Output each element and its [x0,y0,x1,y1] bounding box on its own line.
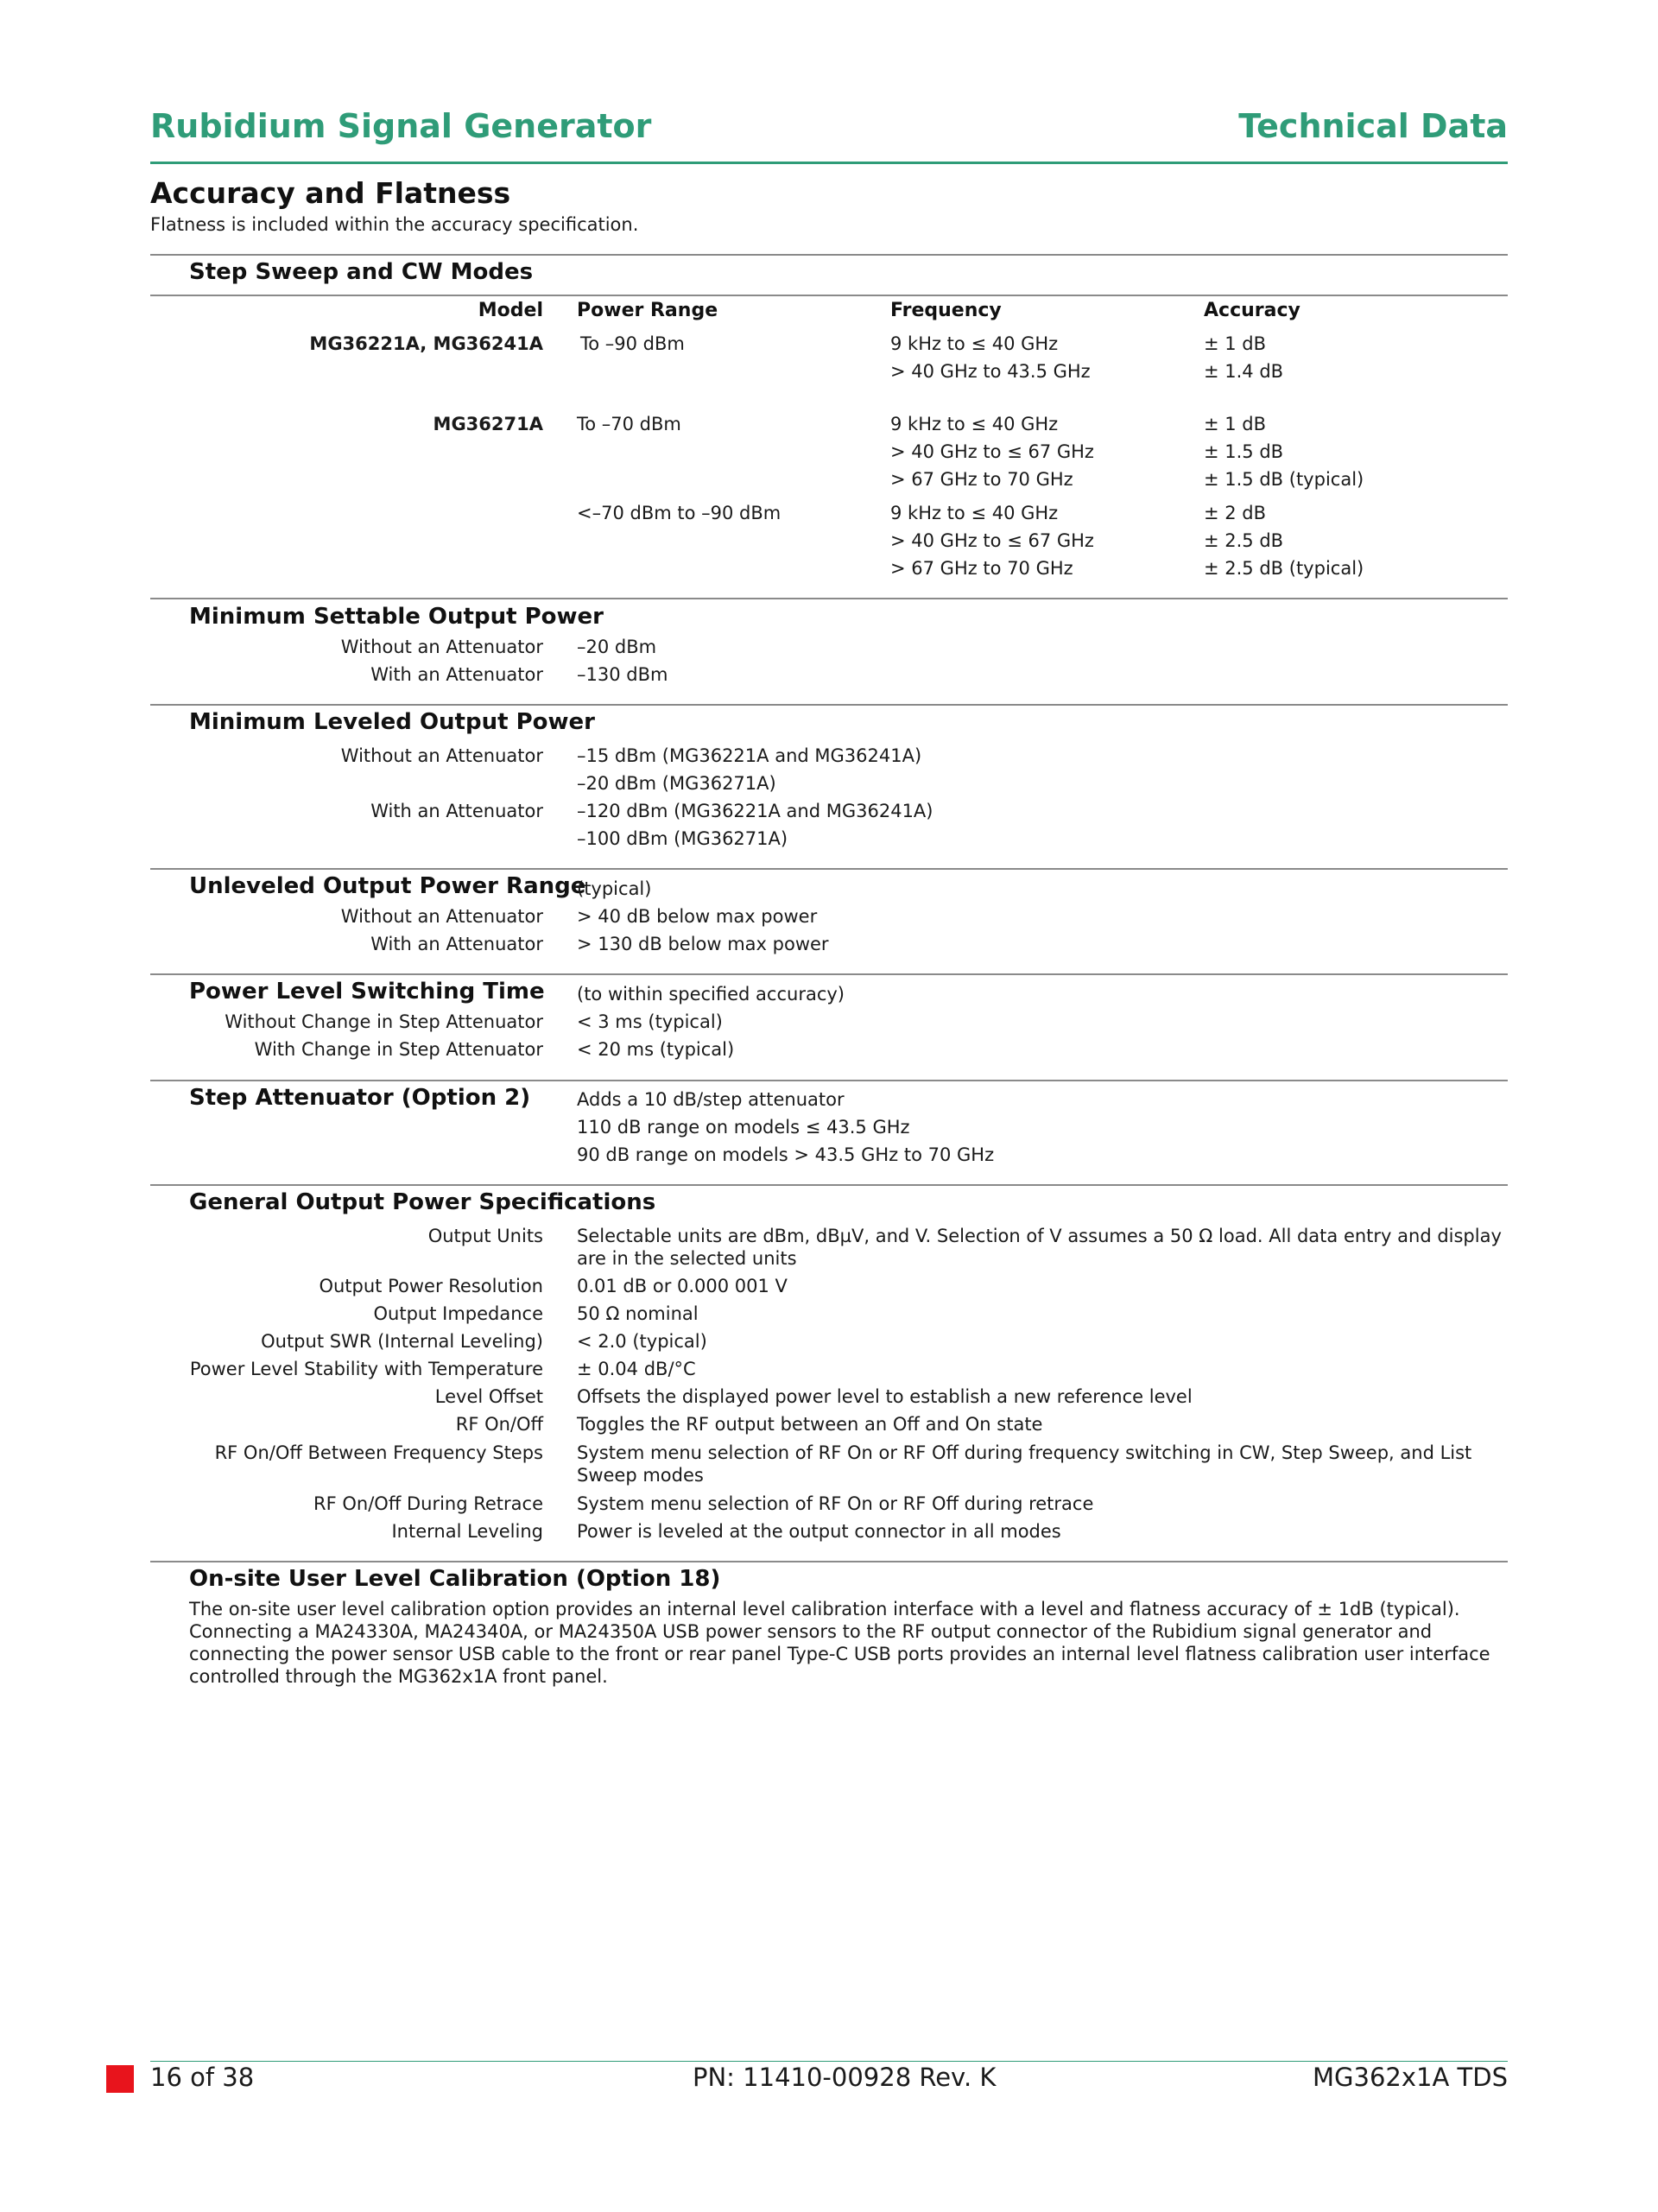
calibration-heading: On-site User Level Calibration (Option 18) [189,1566,721,1592]
step-attenuator-value-2: 110 dB range on models ≤ 43.5 GHz [577,1117,910,1138]
divider [150,1184,1508,1186]
divider [150,704,1508,706]
rf-onoff-label: RF On/Off [455,1414,543,1435]
power-stability-label: Power Level Stability with Temperature [189,1359,543,1379]
footer-red-marker [106,2065,134,2093]
output-swr-value: < 2.0 (typical) [577,1331,707,1352]
min-settable-with-label: With an Attenuator [370,664,543,685]
switching-heading: Power Level Switching Time [189,979,545,1005]
model2-freq1-2: > 40 GHz to ≤ 67 GHz [890,441,1094,462]
model2-freq1-1: 9 kHz to ≤ 40 GHz [890,414,1059,434]
min-leveled-with-label: With an Attenuator [370,801,543,821]
col-header-frequency: Frequency [890,300,1002,321]
divider [150,1561,1508,1562]
output-units-label: Output Units [427,1226,543,1246]
internal-leveling-value: Power is leveled at the output connector in all modes [577,1521,1061,1542]
model-mg36271a: MG36271A [433,414,543,434]
page-header [150,104,1508,164]
rf-onoff-value: Toggles the RF output between an Off and On state [577,1414,1043,1435]
model2-power-range-2: <–70 dBm to –90 dBm [577,503,782,523]
unleveled-heading: Unleveled Output Power Range [189,873,586,899]
model2-acc2-3: ± 2.5 dB (typical) [1204,558,1364,579]
general-specs-heading: General Output Power Specifications [189,1189,656,1215]
level-offset-value: Offsets the displayed power level to establish a new reference level [577,1386,1193,1407]
min-leveled-with-value-1: –120 dBm (MG36221A and MG36241A) [577,801,933,821]
model2-power-range-1: To –70 dBm [577,414,681,434]
min-settable-without-value: –20 dBm [577,637,657,657]
divider [150,254,1508,256]
internal-leveling-label: Internal Leveling [391,1521,543,1542]
col-header-power-range: Power Range [577,300,718,321]
col-header-model: Model [478,300,543,321]
divider [150,868,1508,870]
step-attenuator-value-3: 90 dB range on models > 43.5 GHz to 70 GHz [577,1144,995,1165]
min-settable-heading: Minimum Settable Output Power [189,604,604,630]
model2-acc1-3: ± 1.5 dB (typical) [1204,469,1364,490]
divider [150,973,1508,975]
divider [150,1080,1508,1081]
divider [150,295,1508,296]
page [150,0,1508,2212]
header-doc-type: Technical Data [1238,107,1508,145]
output-impedance-label: Output Impedance [373,1303,543,1324]
step-attenuator-heading: Step Attenuator (Option 2) [189,1085,531,1111]
model-mg36221a-mg36241a: MG36221A, MG36241A [309,333,543,354]
min-settable-with-value: –130 dBm [577,664,668,685]
unleveled-without-value: > 40 dB below max power [577,906,818,927]
model2-acc2-2: ± 2.5 dB [1204,530,1284,551]
output-power-resolution-value: 0.01 dB or 0.000 001 V [577,1276,788,1296]
model2-freq1-3: > 67 GHz to 70 GHz [890,469,1073,490]
level-offset-label: Level Offset [434,1386,543,1407]
min-settable-without-label: Without an Attenuator [340,637,543,657]
model1-acc-1: ± 1 dB [1204,333,1267,354]
output-units-value: Selectable units are dBm, dBµV, and V. Selection of V assumes a 50 Ω load. All data entry and display are in the selected units [577,1226,1502,1269]
unleveled-with-value: > 130 dB below max power [577,934,829,954]
switching-with-value: < 20 ms (typical) [577,1039,735,1060]
unleveled-with-label: With an Attenuator [370,934,543,954]
footer-divider [150,2061,1508,2062]
min-leveled-heading: Minimum Leveled Output Power [189,709,595,735]
unleveled-note: (typical) [577,878,652,899]
footer-page-number: 16 of 38 [150,2063,255,2092]
model2-freq2-3: > 67 GHz to 70 GHz [890,558,1073,579]
model2-acc1-1: ± 1 dB [1204,414,1267,434]
model1-power-range: To –90 dBm [580,333,685,354]
rf-onoff-freq-steps-label: RF On/Off Between Frequency Steps [214,1442,543,1463]
switching-without-label: Without Change in Step Attenuator [225,1011,543,1032]
divider [150,598,1508,599]
unleveled-without-label: Without an Attenuator [340,906,543,927]
output-swr-label: Output SWR (Internal Leveling) [261,1331,543,1352]
section-intro: Flatness is included within the accuracy specification. [150,214,639,235]
rf-onoff-retrace-label: RF On/Off During Retrace [313,1493,543,1514]
step-sweep-heading: Step Sweep and CW Modes [189,259,534,285]
header-product-title: Rubidium Signal Generator [150,107,652,145]
model1-freq-1: 9 kHz to ≤ 40 GHz [890,333,1059,354]
model1-freq-2: > 40 GHz to 43.5 GHz [890,361,1091,382]
switching-note: (to within specified accuracy) [577,984,845,1005]
min-leveled-without-label: Without an Attenuator [340,745,543,766]
rf-onoff-freq-steps-value: System menu selection of RF On or RF Off during frequency switching in CW, Step Sweep, and List Sweep modes [577,1442,1472,1486]
min-leveled-with-value-2: –100 dBm (MG36271A) [577,828,788,849]
output-impedance-value: 50 Ω nominal [577,1303,699,1324]
calibration-text: The on-site user level calibration option provides an internal level calibration interface with a level and flatness accuracy of ± 1dB (typical). Connecting a MA24330A, MA24340A, or MA24350A USB power sensors to the RF output connector of the Rubidium signal generator and connecting the power sensor USB cable to the front or rear panel Type-C USB ports provides an internal level flatness calibration user interface controlled through the MG362x1A front panel. [189,1599,1490,1687]
switching-without-value: < 3 ms (typical) [577,1011,723,1032]
rf-onoff-retrace-value: System menu selection of RF On or RF Off during retrace [577,1493,1094,1514]
footer-part-number: PN: 11410-00928 Rev. K [693,2063,997,2092]
col-header-accuracy: Accuracy [1204,300,1300,321]
power-stability-value: ± 0.04 dB/°C [577,1359,696,1379]
model1-acc-2: ± 1.4 dB [1204,361,1284,382]
min-leveled-without-value-1: –15 dBm (MG36221A and MG36241A) [577,745,922,766]
model2-acc2-1: ± 2 dB [1204,503,1267,523]
section-title: Accuracy and Flatness [150,176,511,210]
min-leveled-without-value-2: –20 dBm (MG36271A) [577,773,776,794]
footer-doc-name: MG362x1A TDS [1313,2063,1508,2092]
model2-freq2-1: 9 kHz to ≤ 40 GHz [890,503,1059,523]
output-power-resolution-label: Output Power Resolution [319,1276,543,1296]
step-attenuator-value-1: Adds a 10 dB/step attenuator [577,1089,845,1110]
model2-freq2-2: > 40 GHz to ≤ 67 GHz [890,530,1094,551]
switching-with-label: With Change in Step Attenuator [254,1039,543,1060]
model2-acc1-2: ± 1.5 dB [1204,441,1284,462]
